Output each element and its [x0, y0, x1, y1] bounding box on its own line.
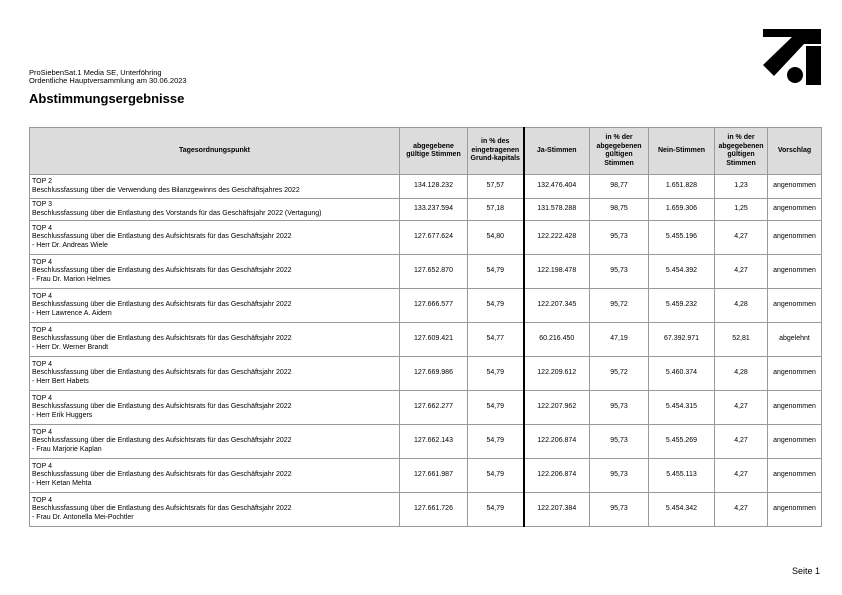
- yes-pct-cell: 95,73: [590, 493, 649, 527]
- yes-pct-cell: 95,72: [590, 289, 649, 323]
- no-pct-cell: 4,27: [715, 493, 768, 527]
- yes-cell: 132.476.404: [524, 175, 590, 199]
- agenda-top-label: TOP 4: [32, 258, 52, 266]
- no-cell: 5.454.392: [649, 255, 715, 289]
- pct-capital-cell: 54,79: [468, 255, 524, 289]
- column-header: in % der abgegebenen gültigen Stimmen: [590, 128, 649, 175]
- table-header-row: [30, 128, 822, 175]
- voting-results-table: [29, 127, 822, 527]
- result-cell: angenommen: [768, 459, 822, 493]
- column-header: in % der abgegebenen gültigen Stimmen: [715, 128, 768, 175]
- votes-cell: 127.677.624: [400, 221, 468, 255]
- agenda-item-cell: [30, 357, 400, 391]
- table-row: [30, 323, 822, 357]
- agenda-top-label: TOP 4: [32, 462, 52, 470]
- no-pct-cell: 1,23: [715, 175, 768, 199]
- pct-capital-cell: 54,79: [468, 459, 524, 493]
- result-cell: abgelehnt: [768, 323, 822, 357]
- meeting-subtitle: Ordentliche Hauptversammlung am 30.06.2023: [29, 76, 187, 85]
- yes-pct-cell: 95,73: [590, 459, 649, 493]
- yes-cell: 122.198.478: [524, 255, 590, 289]
- agenda-description: Beschlussfassung über die Entlastung des Vorstands für das Geschäftsjahr 2022 (Vertagung): [32, 209, 322, 217]
- no-pct-cell: 4,28: [715, 357, 768, 391]
- agenda-item-cell: [30, 391, 400, 425]
- no-cell: 5.460.374: [649, 357, 715, 391]
- agenda-top-label: TOP 4: [32, 360, 52, 368]
- votes-cell: 127.609.421: [400, 323, 468, 357]
- yes-pct-cell: 95,73: [590, 255, 649, 289]
- agenda-description: Beschlussfassung über die Entlastung des Aufsichtsrats für das Geschäftsjahr 2022: [32, 335, 292, 343]
- column-header: Vorschlag: [768, 128, 822, 175]
- yes-cell: 122.207.962: [524, 391, 590, 425]
- no-cell: 1.659.306: [649, 199, 715, 221]
- pct-capital-cell: 54,77: [468, 323, 524, 357]
- result-cell: angenommen: [768, 221, 822, 255]
- votes-cell: 127.661.726: [400, 493, 468, 527]
- table-row: [30, 459, 822, 493]
- pct-capital-cell: 54,79: [468, 357, 524, 391]
- prosiebensat1-logo-icon: [762, 28, 822, 86]
- result-cell: angenommen: [768, 199, 822, 221]
- result-cell: angenommen: [768, 289, 822, 323]
- table-row: [30, 175, 822, 199]
- pct-capital-cell: 54,79: [468, 425, 524, 459]
- agenda-item-cell: [30, 221, 400, 255]
- agenda-person: - Herr Dr. Werner Brandt: [32, 343, 109, 351]
- agenda-description: Beschlussfassung über die Verwendung des Bilanzgewinns des Geschäftsjahres 2022: [32, 186, 300, 194]
- no-cell: 5.454.315: [649, 391, 715, 425]
- agenda-top-label: TOP 4: [32, 428, 52, 436]
- agenda-top-label: TOP 3: [32, 201, 52, 208]
- agenda-description: Beschlussfassung über die Entlastung des Aufsichtsrats für das Geschäftsjahr 2022: [32, 505, 292, 513]
- yes-cell: 122.206.874: [524, 425, 590, 459]
- agenda-item-cell: [30, 459, 400, 493]
- table-row: [30, 255, 822, 289]
- table-row: [30, 357, 822, 391]
- result-cell: angenommen: [768, 493, 822, 527]
- agenda-top-label: TOP 2: [32, 178, 52, 185]
- agenda-description: Beschlussfassung über die Entlastung des Aufsichtsrats für das Geschäftsjahr 2022: [32, 437, 292, 445]
- agenda-item-cell: [30, 289, 400, 323]
- yes-pct-cell: 95,73: [590, 221, 649, 255]
- yes-cell: 122.222.428: [524, 221, 590, 255]
- table-row: [30, 391, 822, 425]
- agenda-description: Beschlussfassung über die Entlastung des Aufsichtsrats für das Geschäftsjahr 2022: [32, 471, 292, 479]
- agenda-top-label: TOP 4: [32, 224, 52, 232]
- no-cell: 5.459.232: [649, 289, 715, 323]
- agenda-top-label: TOP 4: [32, 326, 52, 334]
- no-pct-cell: 4,27: [715, 255, 768, 289]
- yes-pct-cell: 47,19: [590, 323, 649, 357]
- agenda-description: Beschlussfassung über die Entlastung des Aufsichtsrats für das Geschäftsjahr 2022: [32, 267, 292, 275]
- yes-cell: 122.209.612: [524, 357, 590, 391]
- agenda-top-label: TOP 4: [32, 394, 52, 402]
- column-header: abgegebene gültige Stimmen: [400, 128, 468, 175]
- no-pct-cell: 4,27: [715, 425, 768, 459]
- table-row: [30, 199, 822, 221]
- yes-pct-cell: 95,72: [590, 357, 649, 391]
- table-row: [30, 425, 822, 459]
- column-header: Ja-Stimmen: [524, 128, 590, 175]
- votes-cell: 127.662.277: [400, 391, 468, 425]
- yes-pct-cell: 98,75: [590, 199, 649, 221]
- agenda-description: Beschlussfassung über die Entlastung des Aufsichtsrats für das Geschäftsjahr 2022: [32, 369, 292, 377]
- result-cell: angenommen: [768, 425, 822, 459]
- pct-capital-cell: 54,80: [468, 221, 524, 255]
- votes-cell: 127.666.577: [400, 289, 468, 323]
- no-cell: 5.455.113: [649, 459, 715, 493]
- agenda-person: - Frau Dr. Antonella Mei-Pochtler: [32, 513, 134, 521]
- column-header: in % des eingetragenen Grund-kapitals: [468, 128, 524, 175]
- votes-cell: 127.661.987: [400, 459, 468, 493]
- agenda-top-label: TOP 4: [32, 292, 52, 300]
- result-cell: angenommen: [768, 175, 822, 199]
- result-cell: angenommen: [768, 255, 822, 289]
- agenda-item-cell: [30, 255, 400, 289]
- no-pct-cell: 52,81: [715, 323, 768, 357]
- agenda-item-cell: [30, 493, 400, 527]
- column-header: Tagesordnungspunkt: [30, 128, 400, 175]
- votes-cell: 127.669.986: [400, 357, 468, 391]
- page-number: Seite 1: [791, 566, 820, 576]
- yes-cell: 122.207.345: [524, 289, 590, 323]
- pct-capital-cell: 57,57: [468, 175, 524, 199]
- no-cell: 67.392.971: [649, 323, 715, 357]
- column-header: Nein-Stimmen: [649, 128, 715, 175]
- table-row: [30, 289, 822, 323]
- yes-cell: 122.206.874: [524, 459, 590, 493]
- agenda-top-label: TOP 4: [32, 496, 52, 504]
- no-cell: 5.455.269: [649, 425, 715, 459]
- agenda-person: - Herr Lawrence A. Aidem: [32, 309, 112, 317]
- no-cell: 1.651.828: [649, 175, 715, 199]
- agenda-person: - Herr Dr. Andreas Wiele: [32, 241, 108, 249]
- agenda-person: - Herr Erik Huggers: [32, 411, 93, 419]
- agenda-item-cell: [30, 323, 400, 357]
- no-cell: 5.454.342: [649, 493, 715, 527]
- agenda-item-cell: [30, 175, 400, 199]
- yes-pct-cell: 95,73: [590, 425, 649, 459]
- agenda-person: - Herr Bert Habets: [32, 377, 89, 385]
- yes-cell: 122.207.384: [524, 493, 590, 527]
- agenda-person: - Frau Dr. Marion Helmes: [32, 275, 111, 283]
- agenda-item-cell: [30, 199, 400, 221]
- no-pct-cell: 1,25: [715, 199, 768, 221]
- table-row: [30, 221, 822, 255]
- pct-capital-cell: 54,79: [468, 493, 524, 527]
- votes-cell: 127.652.870: [400, 255, 468, 289]
- page-title: Abstimmungsergebnisse: [29, 91, 185, 106]
- pct-capital-cell: 57,18: [468, 199, 524, 221]
- votes-cell: 134.128.232: [400, 175, 468, 199]
- company-name: ProSiebenSat.1 Media SE, Unterföhring: [29, 68, 162, 77]
- yes-pct-cell: 95,73: [590, 391, 649, 425]
- agenda-person: - Frau Marjorie Kaplan: [32, 445, 102, 453]
- agenda-description: Beschlussfassung über die Entlastung des Aufsichtsrats für das Geschäftsjahr 2022: [32, 403, 292, 411]
- no-pct-cell: 4,27: [715, 391, 768, 425]
- agenda-person: - Herr Ketan Mehta: [32, 479, 92, 487]
- no-pct-cell: 4,28: [715, 289, 768, 323]
- table-row: [30, 493, 822, 527]
- votes-cell: 133.237.594: [400, 199, 468, 221]
- pct-capital-cell: 54,79: [468, 289, 524, 323]
- no-pct-cell: 4,27: [715, 459, 768, 493]
- no-cell: 5.455.196: [649, 221, 715, 255]
- agenda-description: Beschlussfassung über die Entlastung des Aufsichtsrats für das Geschäftsjahr 2022: [32, 301, 292, 309]
- agenda-item-cell: [30, 425, 400, 459]
- no-pct-cell: 4,27: [715, 221, 768, 255]
- result-cell: angenommen: [768, 357, 822, 391]
- result-cell: angenommen: [768, 391, 822, 425]
- votes-cell: 127.662.143: [400, 425, 468, 459]
- yes-cell: 60.216.450: [524, 323, 590, 357]
- yes-cell: 131.578.288: [524, 199, 590, 221]
- pct-capital-cell: 54,79: [468, 391, 524, 425]
- agenda-description: Beschlussfassung über die Entlastung des Aufsichtsrats für das Geschäftsjahr 2022: [32, 233, 292, 241]
- yes-pct-cell: 98,77: [590, 175, 649, 199]
